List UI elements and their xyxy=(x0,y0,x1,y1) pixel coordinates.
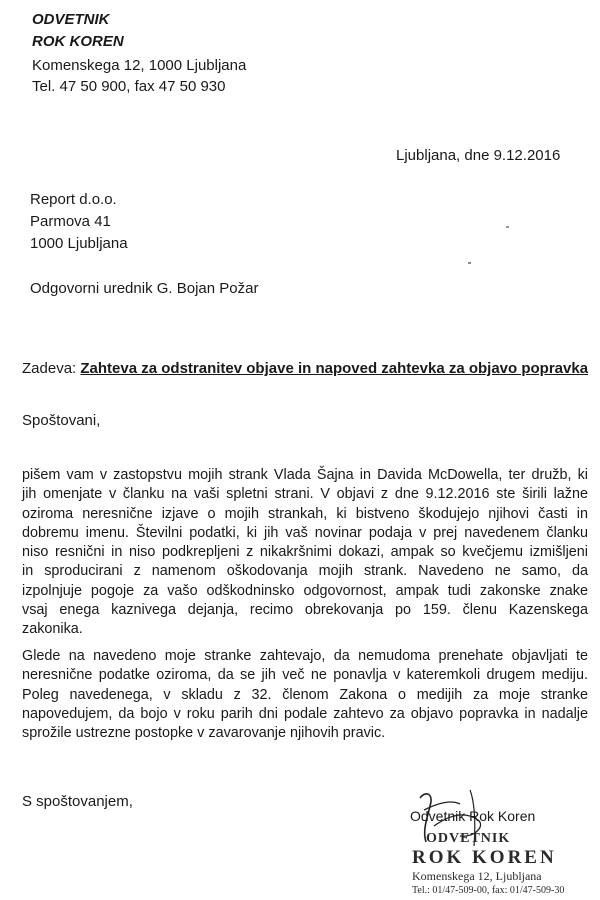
paragraph-line: napovedujem, da bojo v roku parih dni podale zahtevo za objavo popravka in nadalje xyxy=(22,705,588,722)
scan-speck xyxy=(468,262,471,264)
body-paragraph-2 xyxy=(22,647,588,743)
stamp-line: Tel.: 01/47-509-00, fax: 01/47-509-30 xyxy=(412,885,565,896)
scan-speck xyxy=(506,226,509,228)
date-line: Ljubljana, dne 9.12.2016 xyxy=(396,147,561,164)
law-office-stamp xyxy=(404,831,600,900)
paragraph-line: pišem vam v zastopstvu mojih strank Vlada Šajna in Davida McDowella, ter družb, ki xyxy=(22,467,588,483)
paragraph-line: zakonika. xyxy=(22,621,83,638)
sender-address: Komenskega 12, 1000 Ljubljana xyxy=(32,57,247,74)
paragraph-line: jih omenjate v članku na vaši spletni strani. V objavi z dne 9.12.2016 ste širili lažne xyxy=(22,486,588,503)
stamp-line: ODVETNIK xyxy=(426,831,511,846)
paragraph-line: izpolnjuje pogoje za vašo odškodninsko odgovornost, ampak tudi zakonske znake xyxy=(22,582,588,599)
recipient-city: 1000 Ljubljana xyxy=(30,235,128,252)
closing: S spoštovanjem, xyxy=(22,793,133,810)
signer-name: Odvetnik Rok Koren xyxy=(410,808,536,824)
body-paragraph-1 xyxy=(22,466,588,640)
paragraph-line: Poleg navedenega, v skladu z 32. členom Zakona o medijih za moje stranke xyxy=(22,686,588,703)
paragraph-line: neresnične podatke oziroma, da se jih več ne ponavlja v kateremkoli drugem mediju. xyxy=(22,667,588,684)
subject-label: Zadeva: xyxy=(22,360,77,377)
subject-line xyxy=(22,358,588,380)
paragraph-line: oziroma neresnične izjave o mojih strankah, ki bistveno škodujejo njihovi časti in xyxy=(22,505,588,522)
paragraph-line: in sproducirani z namenom oškodovanja mojih strank. Navedeno ne samo, da xyxy=(22,563,588,580)
stamp-line: Komenskega 12, Ljubljana xyxy=(412,869,542,883)
sender-name: ROK KOREN xyxy=(32,33,124,50)
paragraph-line: vsaj enega kaznivega dejanja, recimo obrekovanja po 159. členu Kazenskega xyxy=(22,602,588,619)
paragraph-line: sprožile ustrezne postopke v zavarovanje njihovih pravic. xyxy=(22,725,386,742)
paragraph-line: Glede na navedeno moje stranke zahtevajo, da nemudoma prenehate objavljati te xyxy=(22,648,588,664)
recipient-editor: Odgovorni urednik G. Bojan Požar xyxy=(30,280,259,297)
sender-title: ODVETNIK xyxy=(32,11,110,28)
paragraph-line: dobremu imenu. Številni podatki, ki jih vaš novinar podaja v prej navedenem članku xyxy=(22,524,588,541)
paragraph-line: niso resnični in niso podkrepljeni z nikakršnimi dokazi, ampak so kvečjemu izmišljeni xyxy=(22,544,588,561)
recipient-company: Report d.o.o. xyxy=(30,191,117,208)
greeting: Spoštovani, xyxy=(22,412,101,429)
stamp-line: ROK KOREN xyxy=(412,847,557,868)
sender-phone: Tel. 47 50 900, fax 47 50 930 xyxy=(32,78,226,95)
subject-title: Zahteva za odstranitev objave in napoved zahtevka za objavo popravka xyxy=(80,360,589,377)
recipient-street: Parmova 41 xyxy=(30,213,111,230)
